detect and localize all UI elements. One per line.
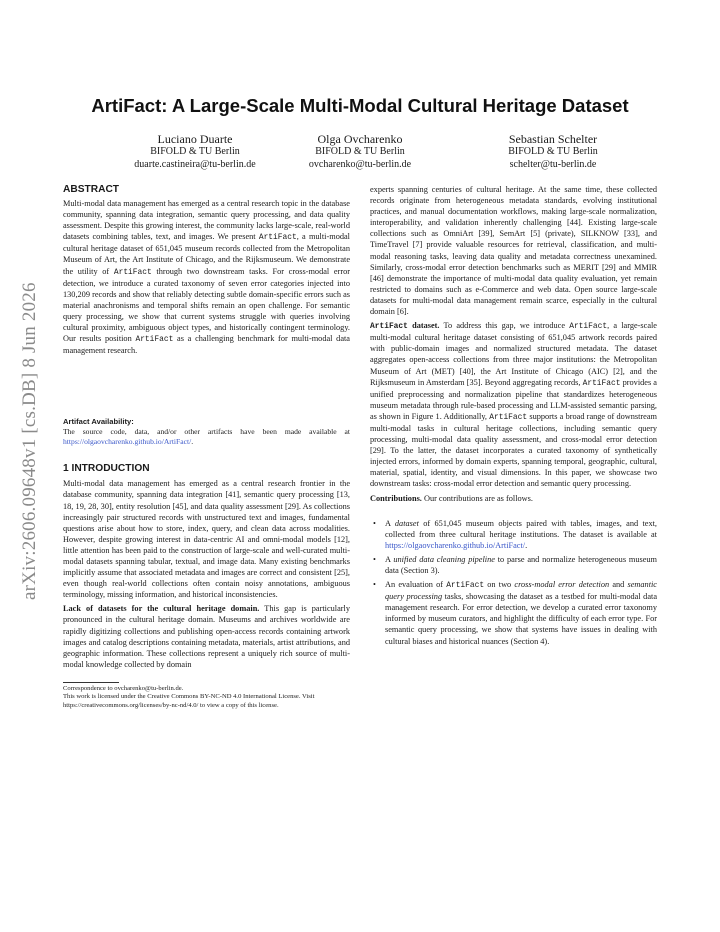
author-email: schelter@tu-berlin.de (509, 158, 597, 170)
artifact-link[interactable]: https://olgaovcharenko.github.io/ArtiFact/ (63, 437, 192, 447)
availability-heading: Artifact Availability: (63, 417, 134, 427)
author-affiliation: BIFOLD & TU Berlin (315, 146, 405, 157)
author-3 (453, 132, 653, 171)
right-column (370, 184, 657, 650)
author-affiliation: BIFOLD & TU Berlin (508, 146, 598, 157)
left-column (63, 184, 350, 710)
author-email: duarte.castineira@tu-berlin.de (134, 158, 256, 170)
intro-paragraph-3: experts spanning centuries of cultural heritage. At the same time, these collected records originate from heterogeneous metadata standards, evolving institutional practices, and manual documentation workflows, making large-scale normalization, interoperability, and validation inherently challenging [44]. Existing large-scale collections such as OmniArt [39], SemArt [5] (private), SILKNOW [33], and TimeTravel [7] provide valuable resources for retrieval, classification, and multi-modal reasoning tasks, leaving data quality and metadata correctness unexamined. Similarly, cross-modal error detection benchmarks such as MERIT [29] and MMIR [46] demonstrate the importance of multi-modal data quality evaluation, yet remain restricted to domains such as e-Commerce and web data. Open source large-scale datasets for multi-modal data management remain scarce, especially in the cultural domain [6]. (370, 185, 657, 317)
arxiv-id: arXiv:2606.09648v1 [cs.DB] 8 Jun 2026 (19, 282, 40, 600)
intro-paragraph-1: Multi-modal data management has emerged as a central research frontier in the database community, spanning data integration [41], semantic query processing [13, 18, 19, 28, 30], entity resolution [45], and data quality assessment [29]. As collections increasingly pair structured records with unstructured text and images, fundamental questions arise about how to store, index, query, and clean data across modalities. However, despite growing interest in data-centric AI and omni-modal models [12], little attention has been paid to the construction of large-scale and well-curated multi-modal datasets spanning tabular, textual, and image data. Many existing benchmarks implicitly assume that associated metadata and images are correct and consistent [25], even though real-world collections often contain noisy annotations, ambiguous terminology, missing information, and historical inconsistencies. (63, 479, 350, 600)
footnote-license: This work is licensed under the Creative Commons BY-NC-ND 4.0 International License. Visit https://creativecommons.org/licenses/by-nc-nd/4.0/ to view a copy of this license. (63, 693, 315, 709)
author-affiliation: BIFOLD & TU Berlin (150, 146, 240, 157)
author-name: Olga Ovcharenko (317, 132, 403, 146)
list-item: • An evaluation of ArtiFact on two cross-modal error detection and semantic query processing tasks, showcasing the dataset as a testbed for multi-modal data management research. For error detection, we develop a curated error taxonomy informed by museum curators, and highlight the difficulty of each error type. For semantic query processing, we show that systems have issues in dealing with cultural biases and historical nuances (Section 4). (373, 580, 657, 646)
author-name: Luciano Duarte (157, 132, 233, 146)
availability-text: The source code, data, and/or other artifacts have been made available at https://olgaovcharenko.github.io/ArtiFact/. (63, 427, 350, 447)
abstract-text: Multi-modal data management has emerged as a central research topic in the database community, spanning data integration, semantic query processing, and data quality assessment. Despite this growing interest, the community lacks large-scale, real-world datasets combining tables, text, and images. We present ArtiFact, a multi-modal cultural heritage dataset of 651,045 museum records collected from the Metropolitan Museum of Art, the Art Institute of Chicago, and the Rijksmuseum. We demonstrate the utility of ArtiFact through two downstream tasks. For cross-modal error detection, we introduce a curated taxonomy of seven error categories injected into 130,209 records and show that reliably detecting subtle domain-specific errors such as material anachronisms and temporal shifts remain an open challenge. For semantic query processing, we show that current systems struggle with queries involving cultural proximity, ambiguous object types, and historically contingent terminology. Our results position ArtiFact as a challenging benchmark for multi-modal data management research. (63, 199, 350, 356)
footnote-divider (63, 682, 119, 683)
author-email: ovcharenko@tu-berlin.de (308, 158, 412, 170)
author-2 (260, 132, 460, 171)
abstract-heading: ABSTRACT (63, 184, 120, 195)
footnote-correspondence: Correspondence to ovcharenko@tu-berlin.de. (63, 684, 184, 692)
contributions-paragraph: Contributions. Our contributions are as follows. (370, 493, 533, 503)
dataset-link[interactable]: https://olgaovcharenko.github.io/ArtiFact/ (385, 540, 526, 550)
author-name: Sebastian Schelter (508, 132, 598, 146)
section-heading-introduction: 1 INTRODUCTION (63, 463, 150, 475)
intro-paragraph-2: Lack of datasets for the cultural heritage domain. This gap is particularly pronounced in the cultural heritage domain. Museums and archives worldwide are rapidly digitizing collections and publishing open-access records containing artwork images and catalog descriptions containing metadata, materials, artist attributions, and geographic information. These collections represent a uniquely rich source of multi-modal knowledge collected by domain (63, 604, 351, 669)
list-item: • A unified data cleaning pipeline to parse and normalize heterogeneous museum data (Section 3). (373, 554, 658, 575)
paper-title: ArtiFact: A Large-Scale Multi-Modal Cultural Heritage Dataset (91, 95, 629, 116)
contributions-list (370, 518, 657, 647)
dataset-paragraph: ArtiFact dataset. To address this gap, we introduce ArtiFact, a large-scale multi-modal cultural heritage dataset consisting of 651,045 artwork records paired with public-domain images and normalized structured metadata. The dataset aggregates open-access collections from three major institutions: the Metropolitan Museum of Art (MET) [40], the Art Institute of Chicago (AIC) [2], and the Rijksmuseum in Amsterdam [35]. Beyond aggregating records, ArtiFact provides a unified preprocessing and normalization pipeline that standardizes heterogeneous museum metadata through rule-based processing and LLM-assisted semantic parsing, as shown in Figure 1. Additionally, ArtiFact supports a broad range of downstream multi-modal tasks in cultural heritage collections, including semantic query processing, multi-modal data quality assessment, and cross-modal error detection [29]. To the latter, the dataset incorporates a curated taxonomy of synthetically injected errors, informed by domain experts, spanning temporal, geographic, cultural, material, spatial, identity, and visual dimensions. In this paper, we showcase two downstream tasks: cross-modal error detection and semantic query processing. (370, 321, 657, 489)
list-item: • A dataset of 651,045 museum objects paired with tables, images, and text, collected from three cultural heritage institutions. The dataset is available at https://olgaovcharenko.github.io/ArtiFact/. (373, 518, 657, 550)
